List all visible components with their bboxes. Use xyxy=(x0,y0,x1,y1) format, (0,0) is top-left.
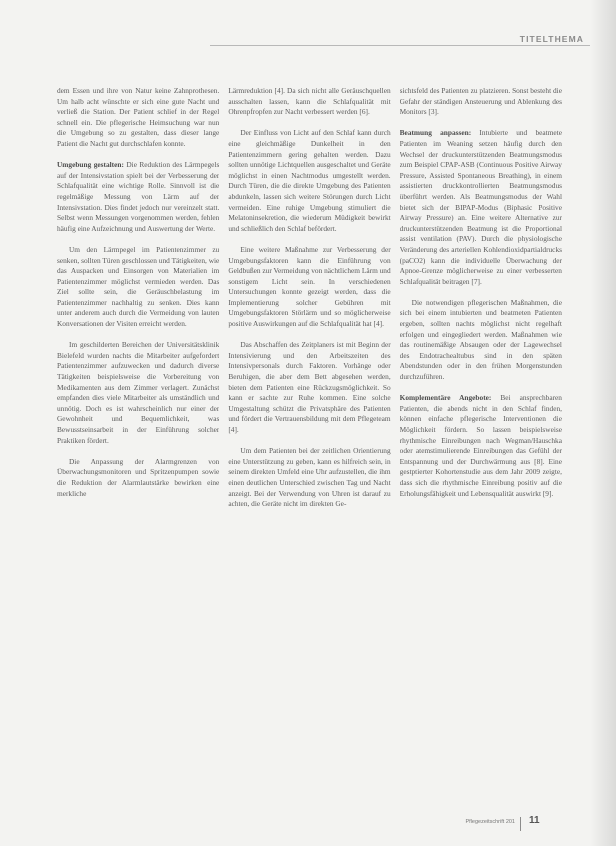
paragraph: dem Essen und ihre von Natur keine Zahnprothesen. Um halb acht wünschte er sich eine gute Nacht und verließ die Station. Der Patient schlief in der Regel schnell ein. Die pflegerische Heimsuchung war nun die Umgebung so zu gestalten, dass dieser lange Patient die Nacht gut durchschlafen konnte. xyxy=(57,86,220,148)
text-column-2 xyxy=(228,86,390,808)
article-body xyxy=(57,86,562,808)
paragraph: Der Einfluss von Licht auf den Schlaf kann durch eine gleichmäßige Dunkelheit in den Patientenzimmern gering gehalten werden. Dazu sollten unnötige Lichtquellen ausgeschaltet und Geräte möglichst in einen Nachtmodus umgestellt werden. Durch Türen, die die direkte Umgebung des Patienten abdunkeln, lassen sich weitere Störungen durch Licht vermeiden. Eine ruhige Umgebung stimuliert die Melatoninsekretion, die wiederum Müdigkeit bewirkt und schließlich den Schlaf befördert. xyxy=(228,128,391,233)
footer-divider xyxy=(520,817,521,831)
section-title: TITELTHEMA xyxy=(519,34,584,44)
paragraph: Die notwendigen pflegerischen Maßnahmen, die sich bei einem intubierten und beatmeten Patienten ergeben, sollten nachts möglichst nicht regelhaft erfolgen und eingegliedert werden. Maßnahmen wie das routinemäßige Absaugen oder der Lagewechsel des Endotrachealtubus sind in den späten Abendstunden oder in den frühen Morgenstunden durchzuführen. xyxy=(399,297,562,382)
paragraph xyxy=(57,160,219,234)
header-rule xyxy=(210,45,590,46)
paragraph-text: Bei ansprechbaren Patienten, die abends nicht in den Schlaf finden, können einfache pflegerische Interventionen die Möglichkeit fördern. So lassen beispielsweise rhythmische Einreibungen nach Wegman/Hauschka oder atemstimulierende Einreibungen das Gefühl der Entspannung und der Durchwärmung aus [8]. Eine gestptierter Kohortenstudie aus dem Jahr 2009 zeigte, dass sich die rhythmische Einreibung positiv auf die Erholungsfähigkeit und Lebensqualität auswirkt [9]. xyxy=(399,393,562,498)
paragraph-text: Die Reduktion des Lärmpegels auf der Intensivstation spielt bei der Verbesserung der Schlafqualität eine wichtige Rolle. Sinnvoll ist die regelmäßige Messung von Lärm auf der Intensivstation. Dies findet jedoch nur vereinzelt statt. Selbst wenn Messungen vorgenommen werden, fehlen häufig eine Aufzeichnung und Auswertung der Werte. xyxy=(57,160,220,233)
paragraph: Im geschilderten Bereichen der Universitätsklinik Bielefeld wurden nachts die Mitarbeiter aufgefordert Patientenzimmer aufzuwecken und dadurch diverse Tätigkeiten beispielsweise die Vorbereitung von Medikamenten aus dem Zimmer verlagert. Zunächst empfanden dies viele Mitarbeiter als umständlich und unnötig. Doch es ist wahrscheinlich nur einer der Gewohnheit und Bequemlichkeit, was Bewusstseinsarbeit in der Einführung solcher Praktiken fördert. xyxy=(57,340,220,445)
paragraph: Eine weitere Maßnahme zur Verbesserung der Umgebungsfaktoren kann die Einführung von Geldbußen zur Vermeidung von nächtlichem Lärm und sonstigem Licht sein. In verschiedenen Untersuchungen konnte gezeigt werden, dass die Implementierung solcher Gebühren mit Umgebungsfaktoren Störlärm und so möglicherweise positive Auswirkungen auf die Schlafqualität hat [4]. xyxy=(228,244,391,329)
paragraph-lead: Umgebung gestalten: xyxy=(57,160,124,170)
paragraph-text: Intubierte und beatmete Patienten im Weaning setzen häufig durch den Wechsel der druckunterstützenden Beatmungsmodus zum Beispiel CPAP-ASB (Continuous Positive Airway Pressure, Assisted Spontaneous Breathing), in einem assistierten druckkontrollierten Beatmungsmodus überführt werden. Als Beatmungsmodus der Wahl bietet sich der BIPAP-Modus (Biphasic Positive Airway Pressure) an. Eine weitere Alternative zur druckunterstützenden Beatmung ist die Proportional assist ventilation (PAV). Durch die physiologische Veränderung des arteriellen Kohlendioxidpartialdrucks (paCO2) kann die individuelle Überwachung der Apnoe-Grenze möglicherweise zu einer verbesserten Schlafqualität beitragen [7]. xyxy=(399,128,562,286)
paragraph: sichtsfeld des Patienten zu platzieren. Sonst besteht die Gefahr der ständigen Ansteuerung und Ablenkung des Monitors [3]. xyxy=(399,86,562,117)
paragraph: Um dem Patienten bei der zeitlichen Orientierung eine Unterstützung zu geben, kann es hilfreich sein, in seinem direkten Umfeld eine Uhr aufzustellen, die ihm einen deutlichen Unterschied zwischen Tag und Nacht anzeigt. Bei der Verwendung von Uhren ist darauf zu achten, die Geräte nicht im direkten Ge- xyxy=(228,446,391,509)
paragraph: Das Abschaffen des Zeitplaners ist mit Beginn der Intensivierung und den Arbeitszeiten des Intensivpersonals durch Faktoren. Vorhänge oder Beruhigen, die aber dem Bett abgesehen werden, bieten dem Patienten eine Rückzugsmöglichkeit. So kann er sachte zur Ruhe kommen. Eine solche Umgestaltung schützt die Privatsphäre des Patienten und fördert die Vertrauensbildung mit dem Pflegeteam [4]. xyxy=(228,340,391,434)
paragraph xyxy=(400,128,562,287)
paragraph xyxy=(400,393,562,499)
page-number: 11 xyxy=(529,815,540,826)
text-column-1 xyxy=(57,86,219,808)
text-column-3 xyxy=(400,86,562,808)
paragraph: Um den Lärmpegel im Patientenzimmer zu senken, sollten Türen geschlossen und Tätigkeiten, wie das Auspacken und Einsorgen von Materialien im Patientenzimmer möglichst vermieden werden. Das Ziel sollte sein, die Geräuschbelastung im Patientenzimmer nachhaltig zu senken. Dies kann unter anderem auch durch die Vermeidung von lauten Konversationen der Visiten erreicht werden. xyxy=(57,244,220,329)
paragraph-lead: Komplementäre Angebote: xyxy=(399,393,492,403)
paragraph-lead: Beatmung anpassen: xyxy=(399,128,472,138)
paragraph: Lärmreduktion [4]. Da sich nicht alle Geräuschquellen ausschalten lassen, kann die Schlafqualität mit Ohrenpfropfen zur Nacht verbessert werden [6]. xyxy=(228,86,391,117)
paragraph: Die Anpassung der Alarmgrenzen von Überwachungsmonitoren und Spritzenpumpen sowie die Reduktion der Alarmlautstärke bewirken eine merkliche xyxy=(57,456,220,498)
footer-journal-name: Pflegezeitschrift 201 xyxy=(465,819,515,825)
